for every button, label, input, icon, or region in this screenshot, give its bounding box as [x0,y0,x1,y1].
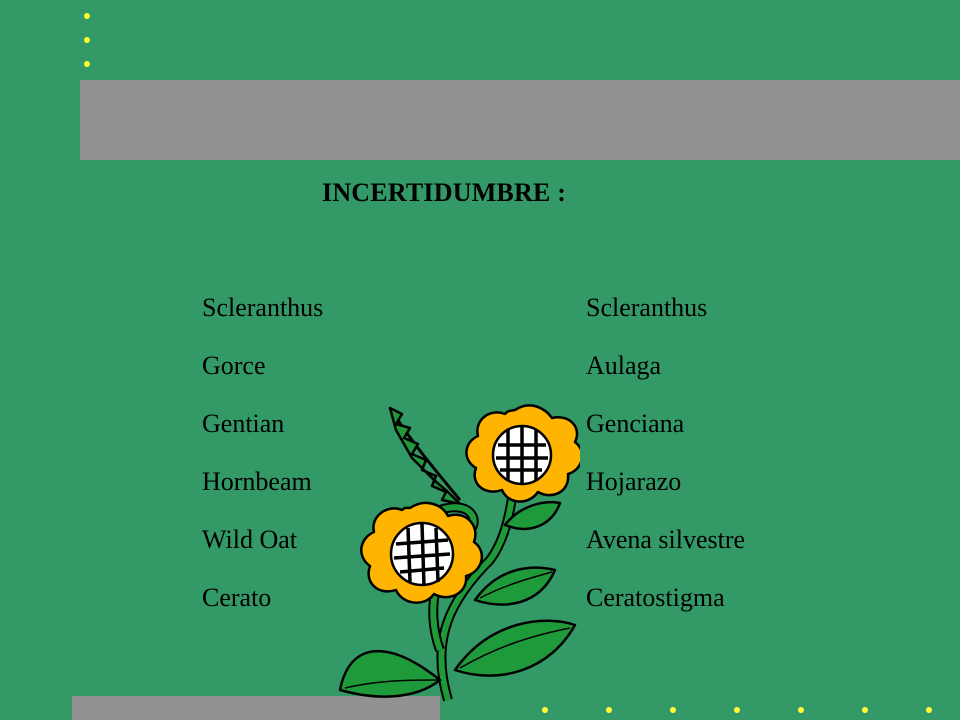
bullet-dot [798,707,804,713]
bullet-dot [84,13,90,19]
bullet-dot [734,707,740,713]
slide-title: INCERTIDUMBRE : [322,178,567,207]
bullet-dot [862,707,868,713]
bullet-dot [606,707,612,713]
list-item: Wild Oat [202,525,297,554]
list-item: Cerato [202,583,272,612]
english-remedies-list [202,290,323,638]
list-item: Scleranthus [202,293,324,322]
list-item: Genciana [586,409,685,438]
list-item: Gentian [202,409,285,438]
sunflower-icon [330,400,580,720]
bullet-dot [84,37,90,43]
list-item: Gorce [202,351,266,380]
bullet-dot [84,61,90,67]
list-item: Aulaga [586,351,662,380]
list-item: Avena silvestre [586,525,746,554]
header-bar [80,80,960,160]
list-item: Hornbeam [202,467,312,496]
list-item: Hojarazo [586,467,682,496]
bullet-dot [670,707,676,713]
bullet-dot [926,707,932,713]
spanish-remedies-list [586,290,745,638]
list-item: Ceratostigma [586,583,725,612]
list-item: Scleranthus [586,293,708,322]
